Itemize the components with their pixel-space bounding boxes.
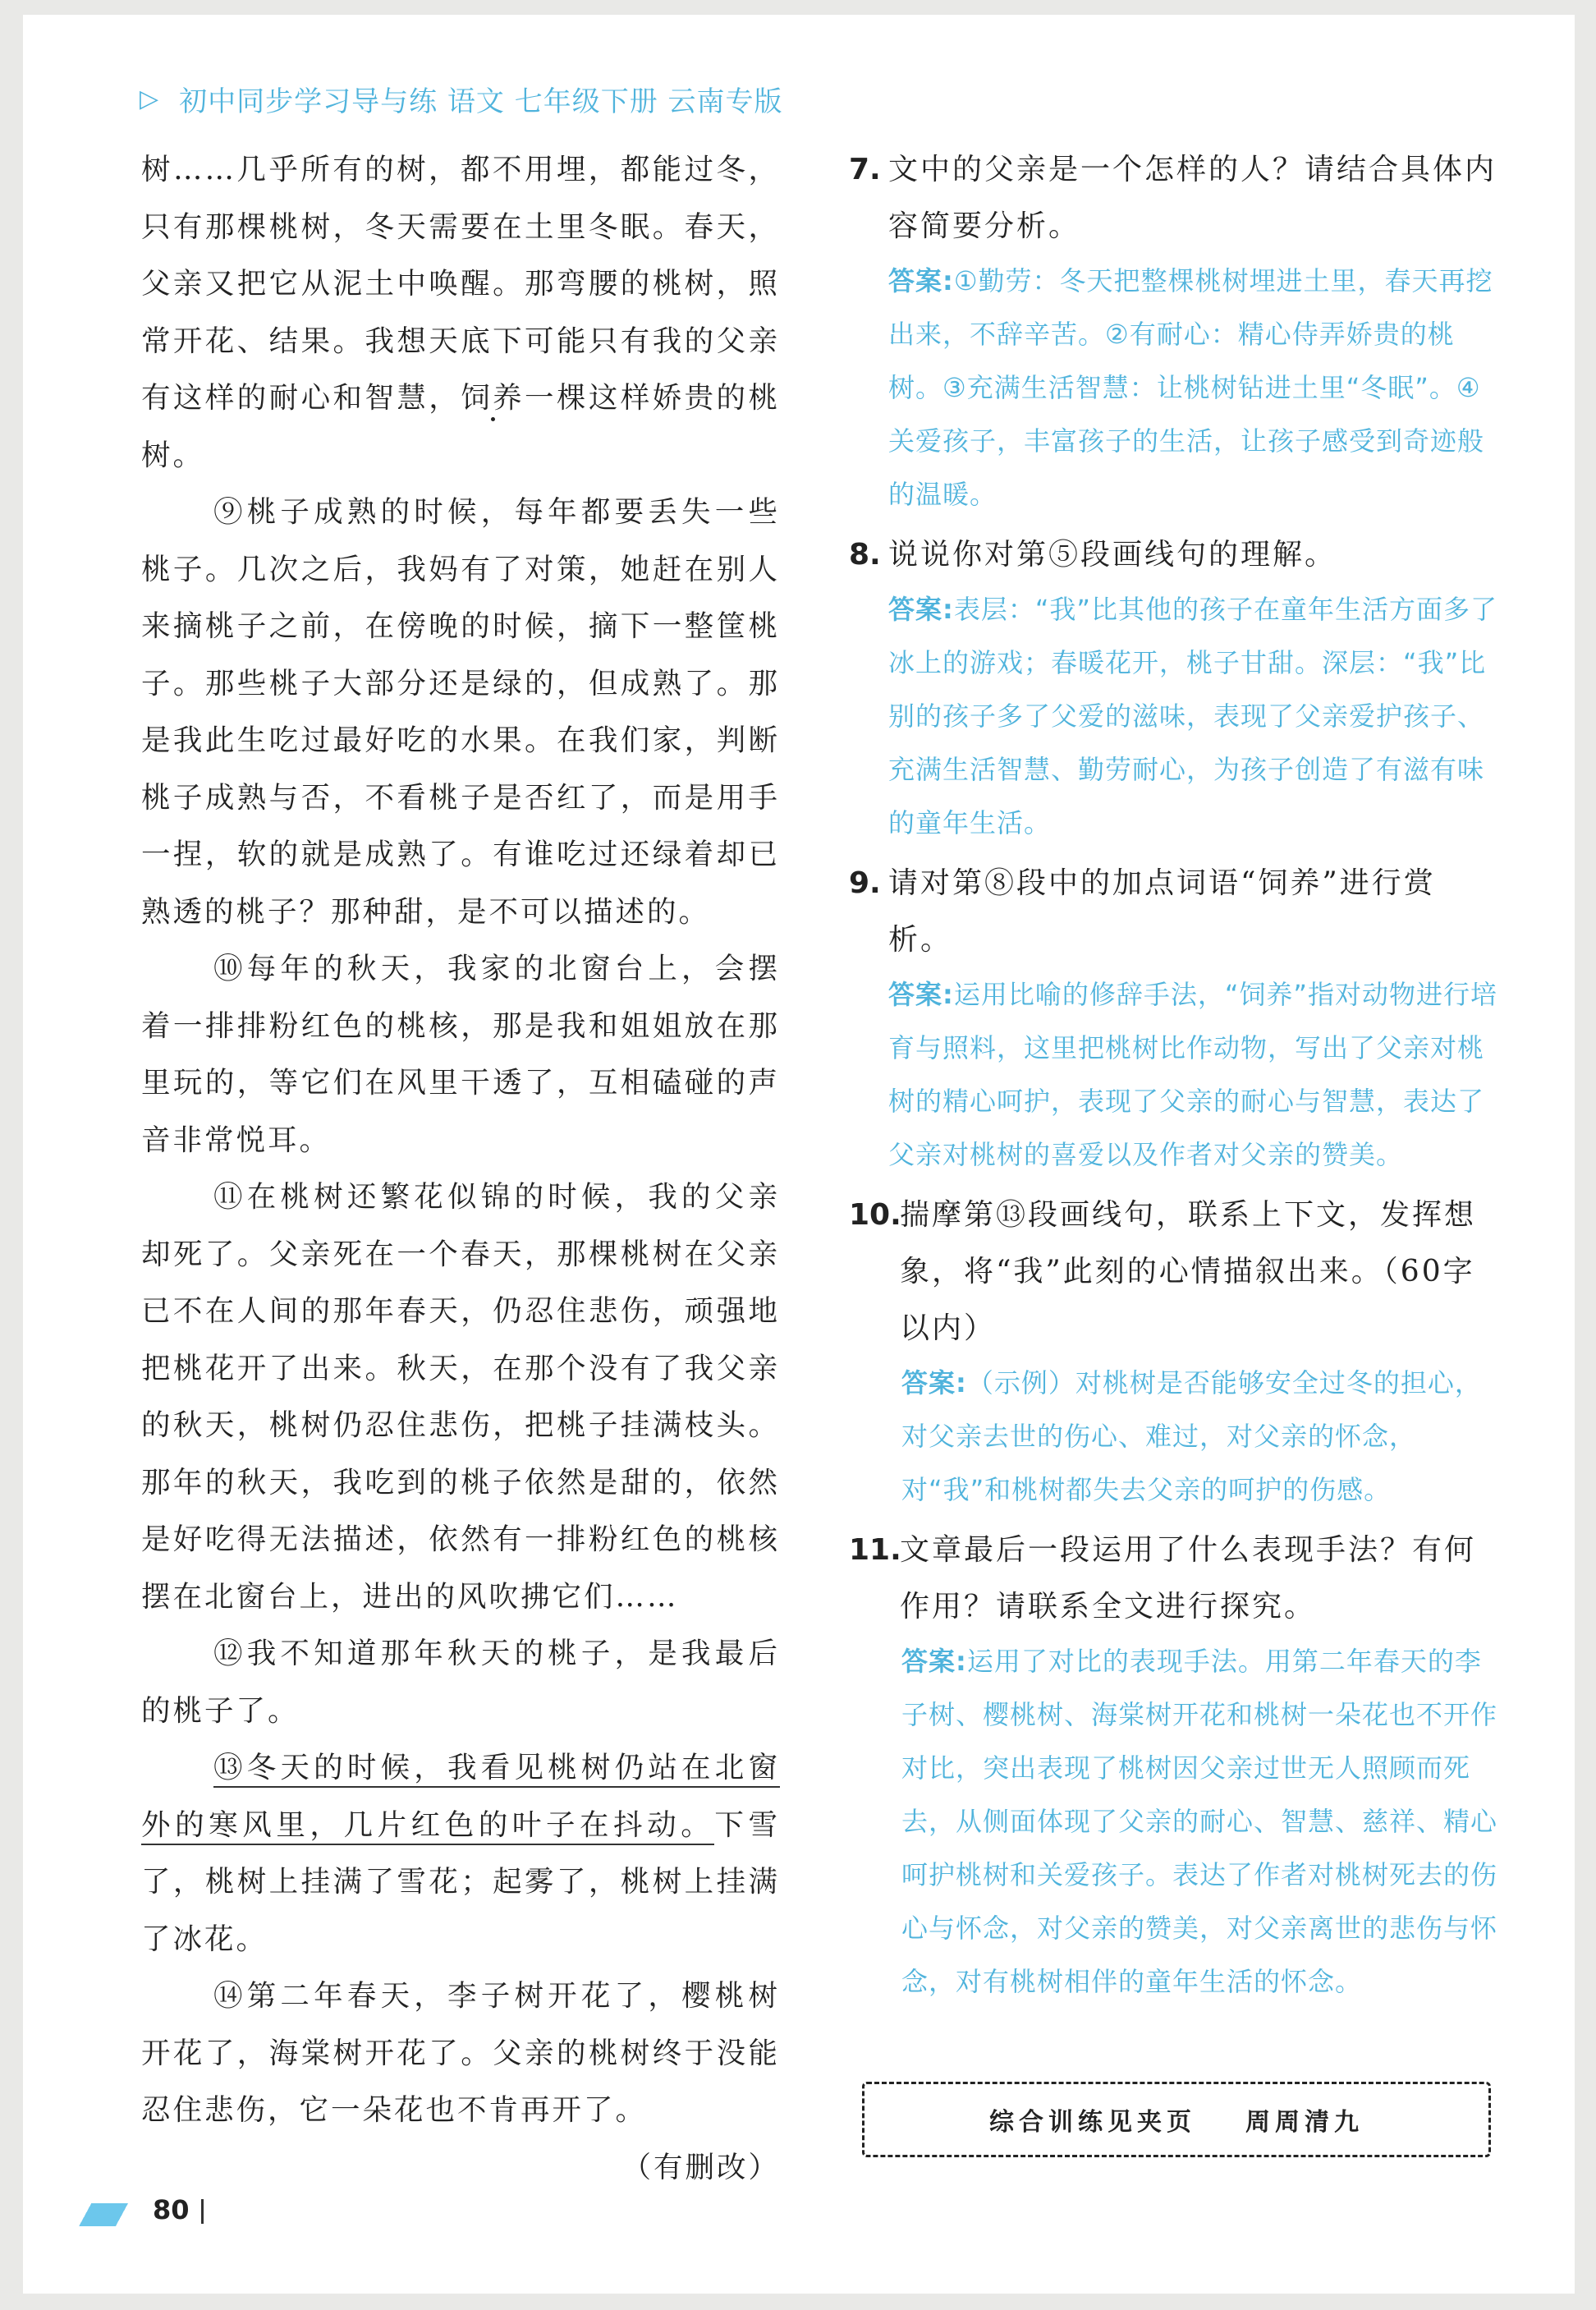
header-title: 初中同步学习导与练 语文 七年级下册 云南专版 [179,85,783,118]
question-text: 说说你对第⑤段画线句的理解。 [888,538,1337,572]
paragraph-11: ⑪在桃树还繁花似锦的时候，我的父亲却死了。父亲死在一个春天，那棵桃树在父亲已不在人间的那年春天，仍忍住悲伤，顽强地把桃花开了出来。秋天，在那个没有了我父亲的秋天，桃树仍忍住悲伤，把桃子挂满枝头。那年的秋天，我吃到的桃子依然是甜的，依然是好吃得无法描述，依然有一排粉红色的桃核摆在北窗台上，进出的风吹拂它们…… [141,1180,780,1614]
reading-passage [141,141,780,2196]
question-number: 8. [849,538,881,572]
answer-label: 答案: [888,594,954,625]
answer-label: 答案: [888,979,954,1010]
triangle-marker-icon: ▷ [140,85,160,113]
answer-label: 答案: [888,265,954,296]
question-number: 11. [849,1533,901,1567]
emphasis-dotted-word: 饲养 [461,381,525,415]
paragraph-9: ⑨桃子成熟的时候，每年都要丢失一些桃子。几次之后，我妈有了对策，她赶在别人来摘桃子之前，在傍晚的时候，摘下一整筐桃子。那些桃子大部分还是绿的，但成熟了。那是我此生吃过最好吃的水果。在我们家，判断桃子成熟与否，不看桃子是否红了，而是用手一捏，软的就是成熟了。有谁吃过还绿着却已熟透的桃子？那种甜，是不可以描述的。 [141,495,780,929]
question-text: 文章最后一段运用了什么表现手法？有何作用？请联系全文进行探究。 [900,1533,1477,1623]
question-number: 9. [849,866,881,900]
box-left-text: 综合训练见夹页 [989,2108,1196,2137]
question-item [849,526,1497,850]
page-number-divider [201,2199,204,2224]
answer: 答案:运用了对比的表现手法。用第二年春天的李子树、樱桃树、海棠树开花和桃树一朵花也不开作对比，突出表现了桃树因父亲过世无人照顾而死去，从侧面体现了父亲的耐心、智慧、慈祥、精心呵护桃树和关爱孩子。表达了作者对桃树死去的伤心与怀念，对父亲的赞美，对父亲离世的悲伤与怀念，对有桃树相伴的童年生活的怀念。 [901,1646,1498,1997]
source-note: （有删改） [621,2150,780,2184]
question-text: 文中的父亲是一个怎样的人？请结合具体内容简要分析。 [888,153,1497,243]
paragraph-8-continued: 树……几乎所有的树，都不用埋，都能过冬，只有那棵桃树，冬天需要在土里冬眠。春天，父亲又把它从泥土中唤醒。那弯腰的桃树，照常开花、结果。我想天底下可能只有我的父亲有这样的耐心和智慧，饲养一棵这样娇贵的桃树。 [141,153,780,472]
question-item [849,1522,1497,2009]
box-right-text: 周周清九 [1245,2108,1364,2137]
question-item [849,855,1497,1182]
training-reference-box [862,2082,1491,2157]
underlined-sentence: ⑬冬天的时候，我看见桃树仍站在北窗外的寒风里，几片红色的叶子在抖动。 [141,1751,780,1845]
paragraph-14: ⑭第二年春天，李子树开花了，樱桃树开花了，海棠树开花了。父亲的桃树终于没能忍住悲伤，它一朵花也不肯再开了。 [141,1979,780,2127]
answer: 答案:①勤劳：冬天把整棵桃树埋进土里，春天再挖出来，不辞辛苦。②有耐心：精心侍弄娇贵的桃树。③充满生活智慧：让桃树钻进土里“冬眠”。④关爱孩子，丰富孩子的生活，让孩子感受到奇迹般的温暖。 [888,265,1493,510]
page-tab-decoration [71,2203,137,2226]
paragraph-10: ⑩每年的秋天，我家的北窗台上，会摆着一排排粉红色的桃核，那是我和姐姐放在那里玩的，等它们在风里干透了，互相磕碰的声音非常悦耳。 [141,952,780,1157]
answer-label: 答案: [901,1646,967,1677]
question-text: 揣摩第⑬段画线句，联系上下文，发挥想象，将“我”此刻的心情描叙出来。（60字以内） [900,1198,1477,1345]
answer: 答案:表层：“我”比其他的孩子在童年生活方面多了冰上的游戏；春暖花开，桃子甘甜。深层：“我”比别的孩子多了父爱的滋味，表现了父亲爱护孩子、充满生活智慧、勤劳耐心，为孩子创造了有滋有味的童年生活。 [888,594,1497,838]
answer: 答案:运用比喻的修辞手法，“饲养”指对动物进行培育与照料，这里把桃树比作动物，写出了父亲对桃树的精心呵护，表现了父亲的耐心与智慧，表达了父亲对桃树的喜爱以及作者对父亲的赞美。 [888,979,1497,1170]
paragraph-13: ⑬冬天的时候，我看见桃树仍站在北窗外的寒风里，几片红色的叶子在抖动。下雪了，桃树上挂满了雪花；起雾了，桃树上挂满了冰花。 [141,1751,780,1956]
question-item [849,141,1497,521]
page-number: 80 [153,2194,190,2225]
questions-column [849,141,1497,2014]
running-header [140,79,783,119]
question-number: 10. [849,1198,901,1232]
answer: 答案:（示例）对桃树是否能够安全过冬的担心，对父亲去世的伤心、难过，对父亲的怀念，对“我”和桃树都失去父亲的呵护的伤感。 [901,1367,1482,1505]
question-text: 请对第⑧段中的加点词语“饲养”进行赏析。 [888,866,1436,957]
question-number: 7. [849,153,881,186]
paragraph-12: ⑫我不知道那年秋天的桃子，是我最后的桃子了。 [141,1637,780,1728]
question-item [849,1187,1497,1517]
answer-label: 答案: [901,1367,967,1398]
